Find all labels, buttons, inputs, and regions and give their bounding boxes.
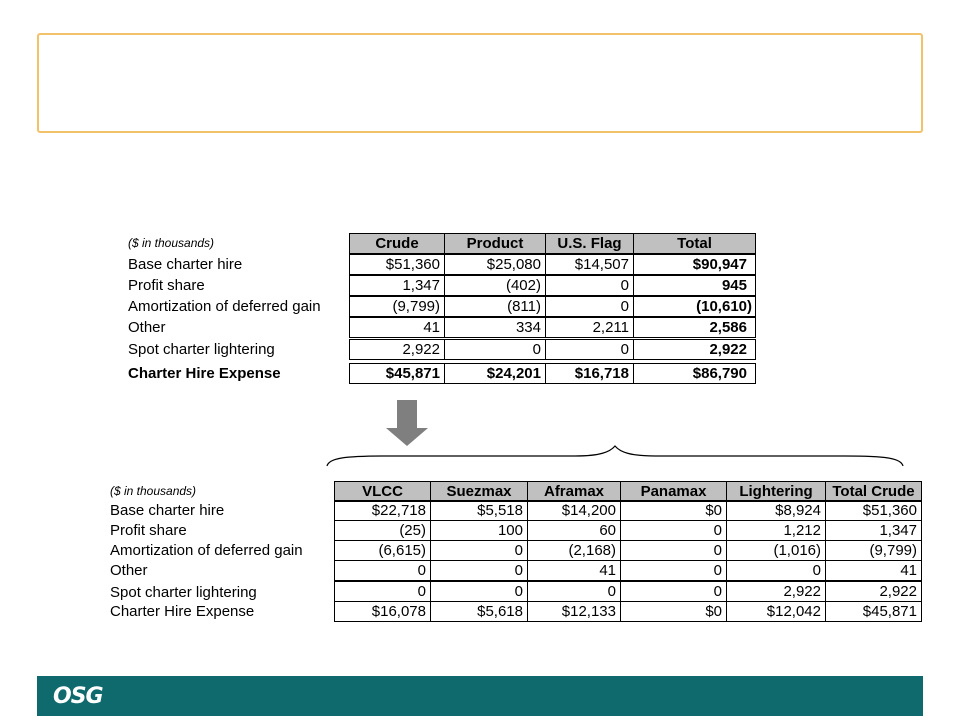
top-cell-total: $86,790 — [634, 363, 756, 384]
bottom-cell: 0 — [431, 540, 528, 561]
bottom-cell: 1,347 — [826, 520, 922, 541]
bottom-units-note: ($ in thousands) — [110, 484, 197, 498]
bottom-header-panamax: Panamax — [621, 481, 727, 502]
bottom-header-total-crude: Total Crude — [826, 481, 922, 502]
bottom-row-label-total: Charter Hire Expense — [110, 603, 255, 620]
bottom-cell: 2,922 — [826, 581, 922, 602]
top-header-crude: Crude — [349, 233, 445, 254]
top-cell-total: 2,586 — [634, 317, 756, 338]
top-cell-total: $90,947 — [634, 254, 756, 275]
top-cell: 1,347 — [349, 275, 445, 296]
bottom-cell: 0 — [334, 560, 431, 581]
top-cell: $45,871 — [349, 363, 445, 384]
bottom-cell: 2,922 — [727, 581, 826, 602]
bottom-cell: $0 — [621, 500, 727, 521]
bottom-row-label: Profit share — [110, 522, 187, 539]
top-cell: (402) — [445, 275, 546, 296]
bottom-header-suezmax: Suezmax — [431, 481, 528, 502]
bottom-cell: (6,615) — [334, 540, 431, 561]
bottom-cell: $16,078 — [334, 601, 431, 622]
top-row-label-total: Charter Hire Expense — [128, 365, 281, 382]
bottom-cell: 0 — [621, 540, 727, 561]
bottom-row-label: Amortization of deferred gain — [110, 542, 303, 559]
bottom-cell: $0 — [621, 601, 727, 622]
top-cell: $25,080 — [445, 254, 546, 275]
bottom-header-lightering: Lightering — [727, 481, 826, 502]
bottom-cell: (1,016) — [727, 540, 826, 561]
bottom-cell: 0 — [431, 581, 528, 602]
bottom-cell: (9,799) — [826, 540, 922, 561]
top-cell: 0 — [546, 275, 634, 296]
top-cell: 0 — [445, 339, 546, 360]
bottom-cell: $12,042 — [727, 601, 826, 622]
top-row-label: Profit share — [128, 277, 205, 294]
bottom-cell: $5,518 — [431, 500, 528, 521]
bottom-cell: 0 — [431, 560, 528, 581]
bottom-cell: $45,871 — [826, 601, 922, 622]
osg-logo: OSG — [53, 684, 103, 709]
top-cell: 0 — [546, 339, 634, 360]
top-cell: $51,360 — [349, 254, 445, 275]
top-cell: (811) — [445, 296, 546, 317]
top-cell: 2,922 — [349, 339, 445, 360]
bottom-cell: (25) — [334, 520, 431, 541]
down-arrow-icon — [386, 400, 428, 446]
bottom-cell: 41 — [826, 560, 922, 581]
bottom-cell: (2,168) — [528, 540, 621, 561]
bottom-row-label: Spot charter lightering — [110, 584, 257, 601]
bottom-cell: $14,200 — [528, 500, 621, 521]
top-cell-total: (10,610) — [634, 296, 756, 317]
bottom-header-aframax: Aframax — [528, 481, 621, 502]
bottom-cell: 100 — [431, 520, 528, 541]
bottom-cell: $5,618 — [431, 601, 528, 622]
bottom-header-vlcc: VLCC — [334, 481, 431, 502]
bottom-cell: 41 — [528, 560, 621, 581]
top-header-product: Product — [445, 233, 546, 254]
curly-brace-icon — [325, 444, 905, 468]
top-cell: 41 — [349, 317, 445, 338]
bottom-cell: 0 — [727, 560, 826, 581]
top-cell: $14,507 — [546, 254, 634, 275]
bottom-cell: $51,360 — [826, 500, 922, 521]
footer-bar — [37, 676, 923, 716]
bottom-row-label: Base charter hire — [110, 502, 225, 519]
bottom-cell: $22,718 — [334, 500, 431, 521]
top-cell: (9,799) — [349, 296, 445, 317]
top-cell-total: 945 — [634, 275, 756, 296]
top-cell: 2,211 — [546, 317, 634, 338]
top-row-label: Amortization of deferred gain — [128, 298, 321, 315]
top-cell: $24,201 — [445, 363, 546, 384]
top-row-label: Other — [128, 319, 166, 336]
top-header-total: Total — [634, 233, 756, 254]
top-units-note: ($ in thousands) — [128, 236, 215, 250]
top-row-label: Base charter hire — [128, 256, 243, 273]
bottom-cell: 0 — [621, 560, 727, 581]
title-box — [37, 33, 923, 133]
top-row-label: Spot charter lightering — [128, 341, 275, 358]
bottom-cell: $8,924 — [727, 500, 826, 521]
bottom-cell: $12,133 — [528, 601, 621, 622]
bottom-cell: 0 — [621, 581, 727, 602]
top-header-usflag: U.S. Flag — [546, 233, 634, 254]
bottom-cell: 0 — [621, 520, 727, 541]
top-cell: 334 — [445, 317, 546, 338]
top-cell: 0 — [546, 296, 634, 317]
bottom-row-label: Other — [110, 562, 148, 579]
bottom-cell: 0 — [334, 581, 431, 602]
top-cell: $16,718 — [546, 363, 634, 384]
bottom-cell: 0 — [528, 581, 621, 602]
bottom-cell: 1,212 — [727, 520, 826, 541]
bottom-cell: 60 — [528, 520, 621, 541]
top-cell-total: 2,922 — [634, 339, 756, 360]
